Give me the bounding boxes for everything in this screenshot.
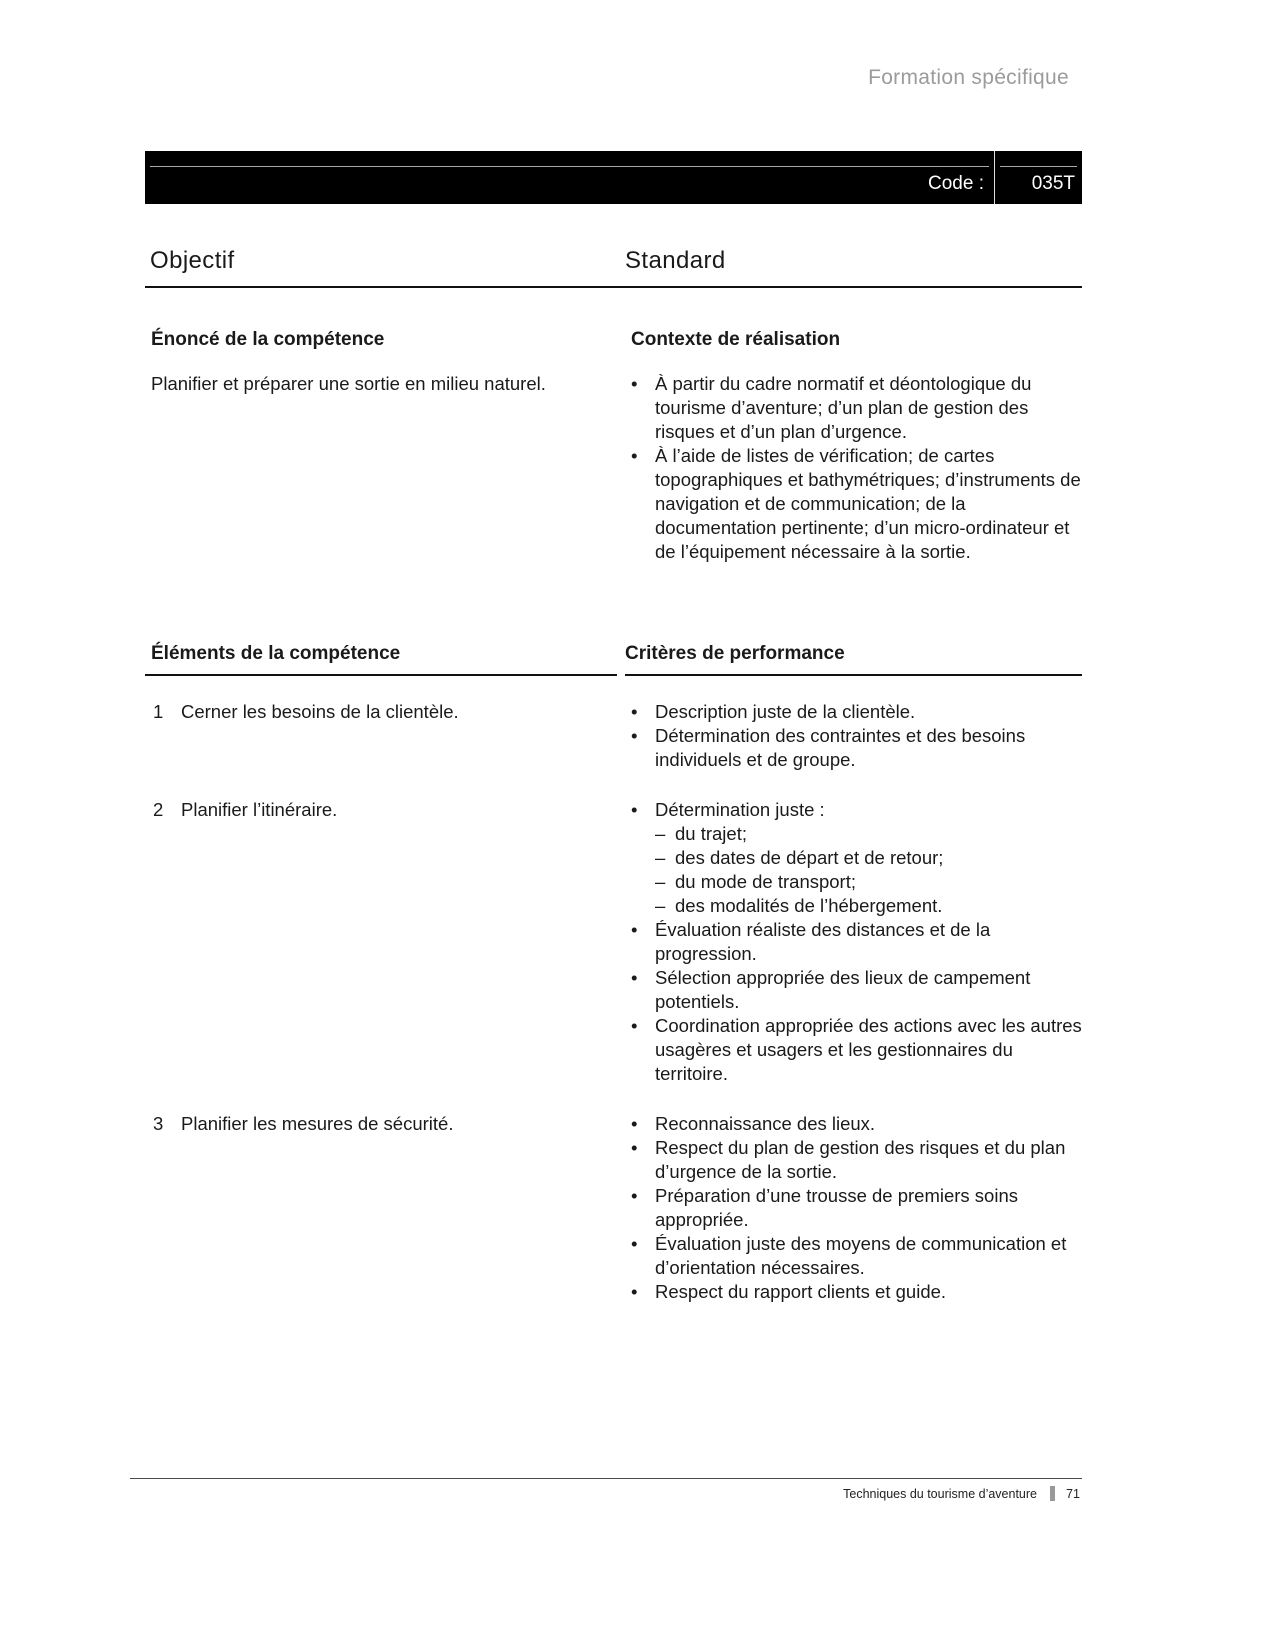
elements-heading: Éléments de la compétence [145, 642, 617, 676]
sub-item-text: des modalités de l’hébergement. [675, 895, 943, 916]
sub-item [655, 870, 1082, 894]
element-text: Cerner les besoins de la clientèle. [181, 701, 459, 722]
contexte-column [625, 328, 1082, 564]
bullet-icon: • [631, 701, 638, 722]
bullet-text: Évaluation juste des moyens de communication et d’orientation nécessaires. [655, 1233, 1067, 1278]
sub-item-text: du trajet; [675, 823, 747, 844]
bullet-icon: • [631, 919, 638, 940]
enonce-heading: Énoncé de la compétence [151, 329, 385, 350]
bullet-icon: • [631, 373, 638, 394]
element-text: Planifier l’itinéraire. [181, 799, 338, 820]
bullet-icon: • [631, 1281, 638, 1302]
element-cell [145, 1112, 625, 1304]
standard-header: Standard [625, 247, 726, 274]
element-rows [145, 700, 1082, 1304]
criteria-cell [625, 700, 1082, 772]
bullet-icon: • [631, 445, 638, 466]
bullet-item [629, 1014, 1082, 1086]
sub-item [655, 822, 1082, 846]
bullet-text: Évaluation réaliste des distances et de la progression. [655, 919, 991, 964]
enonce-column [145, 328, 625, 564]
bullet-text: À l’aide de listes de vérification; de cartes topographiques et bathymétriques; d’instruments de navigation et de communication; de la documentation pertinente; d’un micro-ordinateur et de l’équipement nécessaire à la sortie. [655, 445, 1081, 562]
sub-item [655, 846, 1082, 870]
bullet-item [629, 1280, 1082, 1304]
bullet-item [629, 1232, 1082, 1280]
bullet-text: Détermination juste : – du trajet; – des dates de départ et de retour; – du mode de transport; – des modalités de l’hébergement. [655, 798, 1082, 918]
code-value-cell [995, 151, 1082, 204]
bullet-item [629, 798, 1082, 918]
enonce-contexte-section [145, 328, 1082, 564]
objectif-header: Objectif [150, 247, 235, 274]
sub-item-text: du mode de transport; [675, 871, 856, 892]
criteria-bullet-list [625, 700, 1082, 772]
bullet-item [629, 1112, 1082, 1136]
footer-page-number: 71 [1066, 1486, 1080, 1501]
enonce-text: Planifier et préparer une sortie en milieu naturel. [151, 373, 546, 394]
dash-icon: – [655, 823, 666, 844]
running-header: Formation spécifique [868, 66, 1069, 89]
bullet-icon: • [631, 1233, 638, 1254]
element-row [145, 700, 1082, 772]
bullet-item [629, 918, 1082, 966]
bullet-icon: • [631, 1113, 638, 1134]
bullet-item [629, 372, 1082, 444]
footer-content [130, 1486, 1082, 1501]
bullet-text: Coordination appropriée des actions avec les autres usagères et usagers et les gestionnaires du territoire. [655, 1015, 1082, 1084]
elements-criteres-section [145, 642, 1082, 1304]
contexte-bullet-list [625, 372, 1082, 564]
bullet-text: À partir du cadre normatif et déontologique du tourisme d’aventure; d’un plan de gestion des risques et d’un plan d’urgence. [655, 373, 1032, 442]
sub-item-text: des dates de départ et de retour; [675, 847, 944, 868]
bullet-icon: • [631, 967, 638, 988]
contexte-heading: Contexte de réalisation [631, 329, 841, 350]
element-cell [145, 798, 625, 1086]
bullet-icon: • [631, 799, 638, 820]
element-row [145, 798, 1082, 1086]
sub-item [655, 894, 1082, 918]
element-number: 3 [153, 1113, 164, 1134]
code-label: Code : [928, 172, 984, 194]
elements-criteres-headers [145, 642, 1082, 676]
element-cell [145, 700, 625, 772]
bullet-icon: • [631, 1137, 638, 1158]
bullet-icon: • [631, 1015, 638, 1036]
bullet-icon: • [631, 1185, 638, 1206]
bullet-item [629, 966, 1082, 1014]
element-row [145, 1112, 1082, 1304]
sub-list [655, 822, 1082, 918]
footer-divider-bar [1050, 1486, 1055, 1501]
bullet-text: Respect du plan de gestion des risques et du plan d’urgence de la sortie. [655, 1137, 1066, 1182]
code-label-cell [145, 151, 995, 204]
criteres-heading: Critères de performance [625, 642, 1082, 676]
bullet-item [629, 1136, 1082, 1184]
footer-title: Techniques du tourisme d’aventure [843, 1486, 1037, 1501]
bullet-item [629, 444, 1082, 564]
element-number: 1 [153, 701, 164, 722]
bullet-text: Respect du rapport clients et guide. [655, 1281, 947, 1302]
criteria-cell [625, 798, 1082, 1086]
column-headers [145, 246, 1082, 288]
bullet-item [629, 1184, 1082, 1232]
bullet-item [629, 700, 1082, 724]
bullet-item [629, 724, 1082, 772]
dash-icon: – [655, 895, 666, 916]
element-number: 2 [153, 799, 164, 820]
code-value: 035T [1031, 172, 1075, 194]
code-bar [145, 151, 1082, 204]
dash-icon: – [655, 847, 666, 868]
bullet-text: Préparation d’une trousse de premiers soins appropriée. [655, 1185, 1018, 1230]
criteria-bullet-list [625, 1112, 1082, 1304]
criteria-bullet-list [625, 798, 1082, 1086]
bullet-icon: • [631, 725, 638, 746]
bullet-text: Reconnaissance des lieux. [655, 1113, 876, 1134]
bullet-text: Sélection appropriée des lieux de campement potentiels. [655, 967, 1031, 1012]
page-footer [130, 1478, 1082, 1501]
element-text: Planifier les mesures de sécurité. [181, 1113, 454, 1134]
criteria-cell [625, 1112, 1082, 1304]
bullet-text: Description juste de la clientèle. [655, 701, 916, 722]
bullet-text: Détermination des contraintes et des besoins individuels et de groupe. [655, 725, 1026, 770]
dash-icon: – [655, 871, 666, 892]
